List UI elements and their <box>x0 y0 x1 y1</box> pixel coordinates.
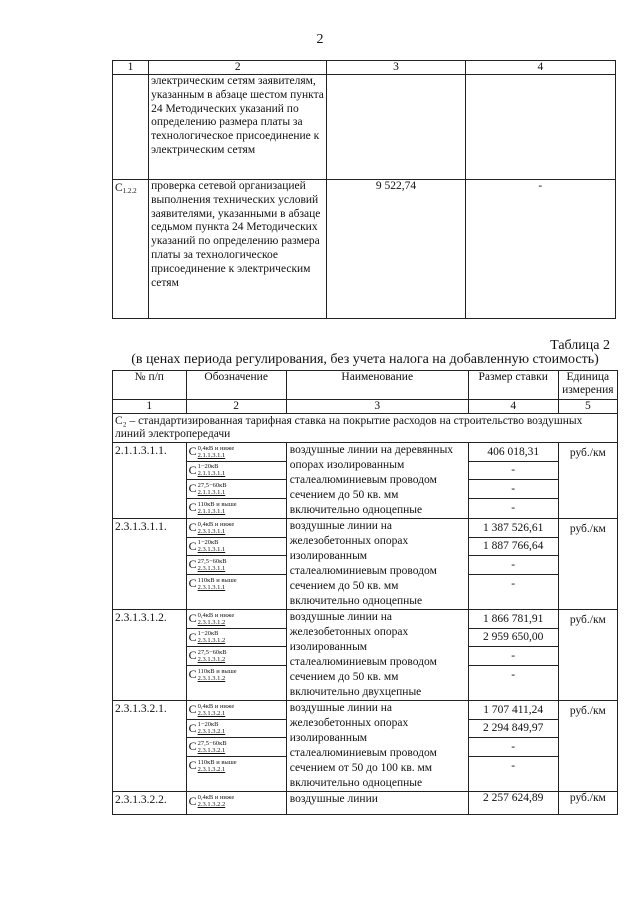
table-row <box>113 519 618 610</box>
designation-voltage: 0,4кВ и ниже <box>197 794 235 802</box>
designation-index: 2.3.1.3.1.1 <box>197 564 226 572</box>
header-cell: Размер ставки <box>468 371 558 400</box>
designation-cell <box>186 610 286 701</box>
designation <box>187 443 286 462</box>
designation <box>187 480 286 499</box>
designation-cell <box>186 792 286 815</box>
rate-value: 1 387 526,61 <box>469 519 558 538</box>
table-row <box>113 792 618 815</box>
designation-symbol: C <box>188 667 197 682</box>
designation-symbol: C <box>188 611 197 626</box>
designation <box>187 556 286 575</box>
designation-index: 2.3.1.3.2.2 <box>197 801 226 809</box>
column-number: 2 <box>186 400 286 414</box>
designation <box>187 738 286 757</box>
rate-value: - <box>469 647 558 666</box>
designation-voltage: 0,4кВ и ниже <box>197 611 235 619</box>
row-code: 2.3.1.3.2.2. <box>113 792 187 815</box>
unit-cell: руб./км <box>558 443 617 519</box>
table-caption: Таблица 2 <box>550 338 610 353</box>
line-description: воздушные линии на железобетонных опорах изолированным сталеалюминиевым проводом сечением от 50 до 100 кв. мм включительно одноцепные <box>286 701 468 792</box>
designation <box>187 462 286 481</box>
table-row <box>113 75 616 180</box>
line-description: воздушные линии на железобетонных опорах изолированным сталеалюминиевым проводом сечением до 50 кв. мм включительно одноцепные <box>286 519 468 610</box>
designation-voltage: 110кВ и выше <box>197 758 237 766</box>
rate-value: - <box>511 577 516 590</box>
designation-symbol: C <box>188 500 197 515</box>
rate-value: - <box>469 462 558 481</box>
rate-value: 2 294 849,97 <box>469 720 558 739</box>
table-note: (в ценах периода регулирования, без учета налога на добавленную стоимость) <box>131 352 599 367</box>
rate-value: - <box>511 759 516 772</box>
designation-cell <box>186 519 286 610</box>
designation-index: 2.1.1.3.1.1 <box>197 488 226 496</box>
value-cell: 9 522,74 <box>327 180 465 319</box>
header-cell: Обозначение <box>186 371 286 400</box>
designation-symbol: C <box>188 739 197 754</box>
header-cell: Единица измерения <box>558 371 617 400</box>
designation-voltage: 1−20кВ <box>197 463 219 471</box>
designation-index: 2.3.1.3.2.1 <box>197 765 226 773</box>
value-cell <box>327 75 465 180</box>
column-number: 4 <box>468 400 558 414</box>
designation-index: 2.1.1.3.1.1 <box>197 470 226 478</box>
designation-symbol: C <box>188 538 197 553</box>
designation-voltage: 27,5−60кВ <box>197 557 227 565</box>
designation-symbol: C <box>188 648 197 663</box>
unit-cell: руб./км <box>558 610 617 701</box>
rate-cell <box>468 701 558 792</box>
table-row <box>113 610 618 701</box>
designation-cell <box>186 443 286 519</box>
designation <box>187 499 286 518</box>
section-title: C₂ – стандартизированная тарифная ставка на покрытие расходов на строительство воздушных линий электропередачи <box>113 414 618 443</box>
rate-value: 406 018,31 <box>469 443 558 462</box>
code-symbol: C <box>115 182 123 194</box>
rate-value: - <box>511 501 516 514</box>
designation-voltage: 0,4кВ и ниже <box>197 520 235 528</box>
code-subscript: 1.2.2 <box>122 187 137 195</box>
designation-voltage: 0,4кВ и ниже <box>197 702 235 710</box>
tariff-table <box>112 370 618 815</box>
rate-cell <box>468 610 558 701</box>
designation <box>187 610 286 629</box>
designation-index: 2.3.1.3.1.2 <box>197 637 226 645</box>
code-cell <box>113 75 149 180</box>
header-cell: 4 <box>465 61 615 75</box>
code-cell <box>113 180 149 319</box>
designation <box>187 720 286 739</box>
designation-index: 2.3.1.3.1.2 <box>197 655 226 663</box>
header-cell: 2 <box>149 61 327 75</box>
extra-cell: - <box>465 180 615 319</box>
column-number: 1 <box>113 400 187 414</box>
header-cell: 1 <box>113 61 149 75</box>
designation <box>187 701 286 720</box>
designation-symbol: C <box>188 702 197 717</box>
table-row <box>113 180 616 319</box>
designation-voltage: 110кВ и выше <box>197 500 237 508</box>
section-row <box>113 414 618 443</box>
rate-value: - <box>469 738 558 757</box>
table-header-row <box>113 61 616 75</box>
unit-cell: руб./км <box>558 701 617 792</box>
designation-symbol: C <box>188 444 197 459</box>
designation-voltage: 27,5−60кВ <box>197 739 227 747</box>
row-code: 2.3.1.3.1.2. <box>113 610 187 701</box>
table-header-row <box>113 371 618 400</box>
rate-value: - <box>469 556 558 575</box>
designation-voltage: 1−20кВ <box>197 539 219 547</box>
designation-voltage: 110кВ и выше <box>197 576 237 584</box>
rate-value: 2 959 650,00 <box>469 629 558 648</box>
row-code: 2.1.1.3.1.1. <box>113 443 187 519</box>
rate-value: 1 887 766,64 <box>469 538 558 557</box>
designation-symbol: C <box>188 520 197 535</box>
header-cell: № п/п <box>113 371 187 400</box>
designation <box>187 647 286 666</box>
header-cell: Наименование <box>286 371 468 400</box>
designation-symbol: C <box>188 576 197 591</box>
designation-symbol: C <box>188 629 197 644</box>
designation-voltage: 27,5−60кВ <box>197 481 227 489</box>
designation-voltage: 110кВ и выше <box>197 667 237 675</box>
rate-cell <box>468 443 558 519</box>
designation-symbol: C <box>188 462 197 477</box>
designation-index: 2.3.1.3.1.1 <box>197 527 226 535</box>
designation-index: 2.3.1.3.2.1 <box>197 709 226 717</box>
designation-index: 2.3.1.3.1.2 <box>197 674 226 682</box>
text-cell: электрическим сетям заявителям, указанным в абзаце шестом пункта 24 Методических указаний по определению размера платы за технологическое присоединение к электрическим сетям <box>149 75 327 180</box>
designation-voltage: 1−20кВ <box>197 721 219 729</box>
extra-cell <box>465 75 615 180</box>
designation-cell <box>186 701 286 792</box>
line-description: воздушные линии на железобетонных опорах изолированным сталеалюминиевым проводом сечением до 50 кв. мм включительно двухцепные <box>286 610 468 701</box>
designation-symbol: C <box>188 481 197 496</box>
rate-cell <box>468 519 558 610</box>
rate-value: 1 866 781,91 <box>469 610 558 629</box>
designation <box>187 792 286 811</box>
text-cell: проверка сетевой организацией выполнения технических условий заявителями, указанными в абзаце седьмом пункта 24 Методических указаний по определению размера платы за технологическое присоединение к электрическим сетям <box>149 180 327 319</box>
designation-index: 2.3.1.3.2.1 <box>197 728 226 736</box>
line-description: воздушные линии <box>286 792 468 815</box>
designation-index: 2.1.1.3.1.1 <box>197 451 226 459</box>
row-code: 2.3.1.3.1.1. <box>113 519 187 610</box>
designation-index: 2.3.1.3.1.1 <box>197 583 226 591</box>
designation-index: 2.3.1.3.2.1 <box>197 746 226 754</box>
designation-voltage: 1−20кВ <box>197 630 219 638</box>
table-row <box>113 443 618 519</box>
column-number: 3 <box>286 400 468 414</box>
column-number: 5 <box>558 400 617 414</box>
rate-value: 1 707 411,24 <box>469 701 558 720</box>
designation <box>187 666 286 685</box>
rate-value: - <box>469 480 558 499</box>
designation <box>187 519 286 538</box>
rate-value: - <box>511 668 516 681</box>
header-cell: 3 <box>327 61 465 75</box>
designation-symbol: C <box>188 793 197 808</box>
column-number-row <box>113 400 618 414</box>
line-description: воздушные линии на деревянных опорах изолированным сталеалюминиевым проводом сечением до 50 кв. мм включительно одноцепные <box>286 443 468 519</box>
row-code: 2.3.1.3.2.1. <box>113 701 187 792</box>
designation <box>187 757 286 776</box>
designation-symbol: C <box>188 758 197 773</box>
designation <box>187 538 286 557</box>
designation-symbol: C <box>188 720 197 735</box>
designation-voltage: 0,4кВ и ниже <box>197 444 235 452</box>
designation-index: 2.3.1.3.1.1 <box>197 546 226 554</box>
designation-index: 2.1.1.3.1.1 <box>197 507 226 515</box>
designation <box>187 629 286 648</box>
page-number: 2 <box>316 32 324 47</box>
rate-value: 2 257 624,89 <box>468 792 558 815</box>
table-row <box>113 701 618 792</box>
continuation-table <box>112 60 616 319</box>
designation-index: 2.3.1.3.1.2 <box>197 618 226 626</box>
designation-symbol: C <box>188 557 197 572</box>
unit-cell: руб./км <box>558 519 617 610</box>
designation <box>187 575 286 594</box>
designation-voltage: 27,5−60кВ <box>197 648 227 656</box>
unit-cell: руб./км <box>558 792 617 815</box>
